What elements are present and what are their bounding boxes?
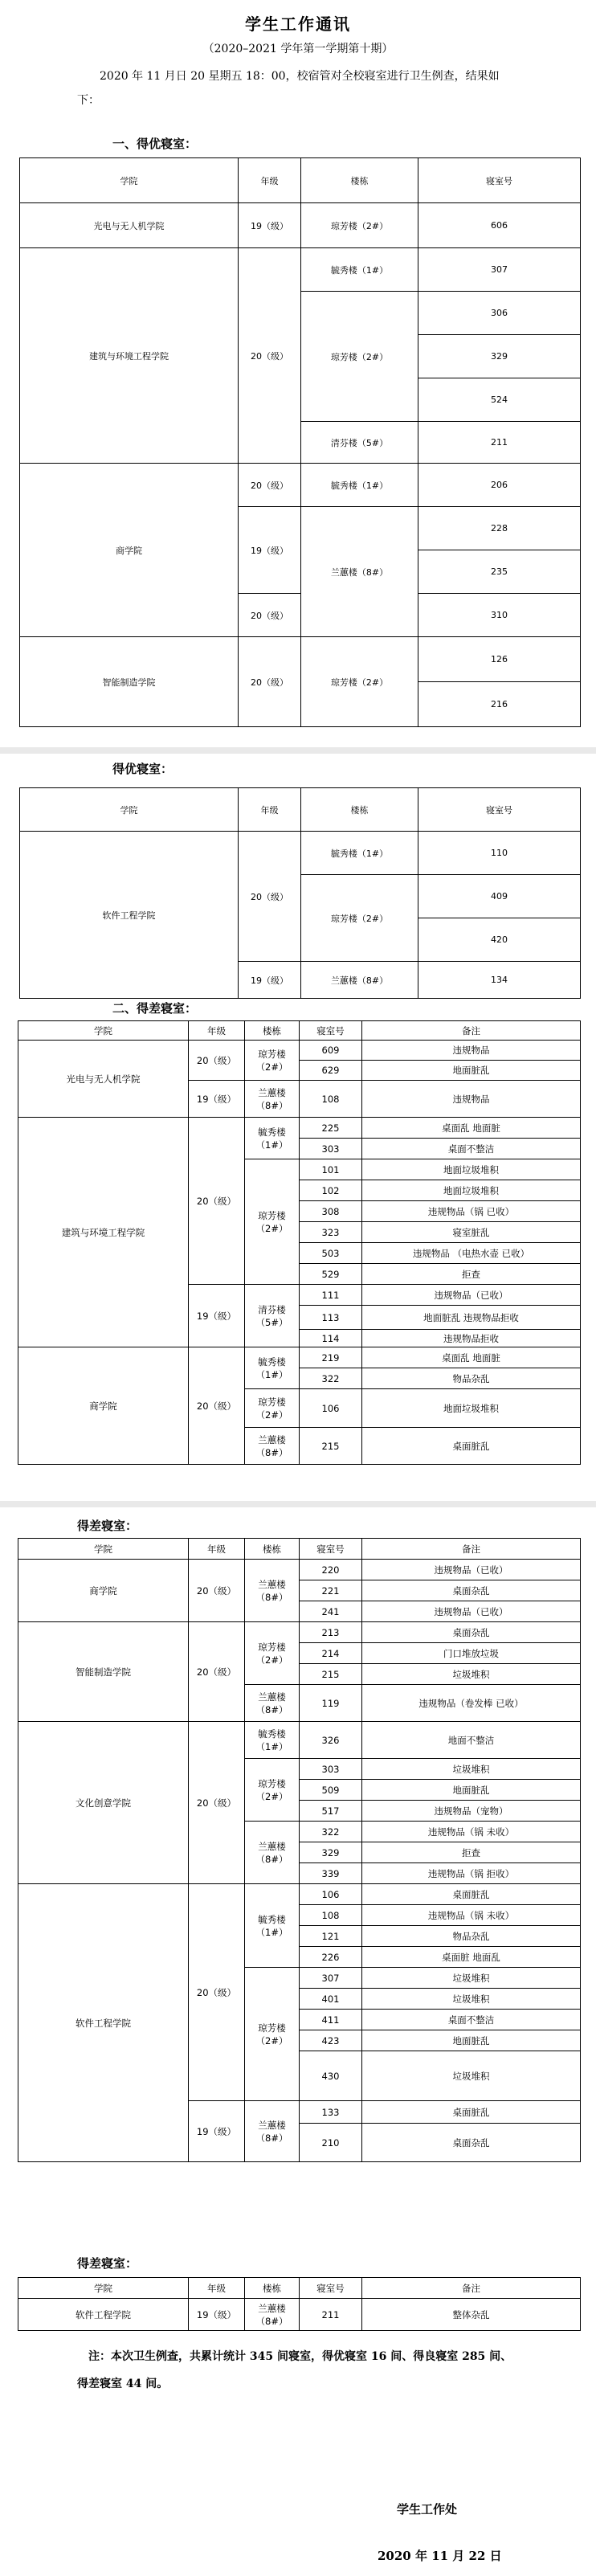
college-cell: 商学院 — [18, 1560, 189, 1622]
room-cell: 210 — [300, 2124, 362, 2162]
header-college: 学院 — [18, 1539, 189, 1560]
room-cell: 524 — [418, 378, 581, 422]
room-cell: 219 — [300, 1347, 362, 1368]
remark-cell: 违规物品（已收） — [362, 1285, 581, 1306]
remark-cell: 桌面乱 地面脏 — [362, 1347, 581, 1368]
room-cell: 423 — [300, 2030, 362, 2051]
grade-cell: 20（级） — [189, 1118, 245, 1285]
header-college: 学院 — [18, 2278, 189, 2299]
building-cell: 兰蕙楼（8#） — [301, 507, 418, 637]
remark-cell: 违规物品（已收） — [362, 1601, 581, 1622]
college-cell: 建筑与环境工程学院 — [18, 1118, 189, 1347]
room-cell: 307 — [418, 248, 581, 292]
room-cell: 220 — [300, 1560, 362, 1580]
remark-cell: 地面不整洁 — [362, 1722, 581, 1759]
building-cell: 琼芳楼（2#） — [245, 1968, 300, 2101]
grade-cell: 20（级） — [189, 1347, 245, 1465]
college-cell: 商学院 — [18, 1347, 189, 1465]
remark-cell: 垃圾堆积 — [362, 1759, 581, 1780]
heading-poor-cont: 得差寝室： — [77, 1519, 138, 1533]
building-cell: 毓秀楼（1#） — [245, 1722, 300, 1759]
building-cell: 琼芳楼（2#） — [245, 1159, 300, 1285]
header-remark: 备注 — [362, 2278, 581, 2299]
college-cell: 软件工程学院 — [18, 1884, 189, 2162]
remark-cell: 拒查 — [362, 1264, 581, 1285]
room-cell: 420 — [418, 918, 581, 962]
header-college: 学院 — [20, 788, 239, 832]
building-cell: 清芬楼（5#） — [301, 422, 418, 464]
header-room: 寝室号 — [300, 2278, 362, 2299]
room-cell: 235 — [418, 550, 581, 594]
grade-cell: 19（级） — [239, 203, 301, 248]
remark-cell: 地面垃圾堆积 — [362, 1159, 581, 1180]
grade-cell: 20（级） — [189, 1560, 245, 1622]
building-cell: 毓秀楼（1#） — [301, 464, 418, 507]
page-gap — [0, 1501, 596, 1507]
building-cell: 毓秀楼（1#） — [301, 832, 418, 875]
room-cell: 322 — [300, 1368, 362, 1389]
remark-cell: 地面脏乱 — [362, 1780, 581, 1801]
remark-cell: 违规物品（锅 拒收） — [362, 1863, 581, 1884]
room-cell: 629 — [300, 1061, 362, 1081]
heading-poor: 二、得差寝室： — [112, 1001, 198, 1016]
remark-cell: 物品杂乱 — [362, 1368, 581, 1389]
room-cell: 108 — [300, 1905, 362, 1926]
room-cell: 133 — [300, 2101, 362, 2124]
remark-cell: 垃圾堆积 — [362, 1989, 581, 2010]
footer-date: 2020 年 11 月 22 日 — [378, 2549, 502, 2563]
room-cell: 517 — [300, 1801, 362, 1822]
heading-excellent-cont: 得优寝室： — [112, 762, 173, 776]
grade-cell: 20（级） — [239, 832, 301, 962]
grade-cell: 19（级） — [189, 2101, 245, 2162]
room-cell: 113 — [300, 1306, 362, 1330]
remark-cell: 整体杂乱 — [362, 2299, 581, 2331]
remark-cell: 桌面乱 地面脏 — [362, 1118, 581, 1139]
grade-cell: 20（级） — [239, 248, 301, 464]
room-cell: 303 — [300, 1139, 362, 1159]
remark-cell: 桌面不整洁 — [362, 2010, 581, 2030]
building-cell: 琼芳楼（2#） — [301, 875, 418, 962]
header-grade: 年级 — [239, 788, 301, 832]
building-cell: 琼芳楼（2#） — [301, 292, 418, 422]
building-cell: 琼芳楼（2#） — [245, 1622, 300, 1685]
remark-cell: 地面脏乱 — [362, 2030, 581, 2051]
college-cell: 商学院 — [20, 464, 239, 637]
room-cell: 609 — [300, 1041, 362, 1061]
room-cell: 106 — [300, 1389, 362, 1428]
remark-cell: 违规物品 — [362, 1081, 581, 1118]
grade-cell: 19（级） — [239, 962, 301, 999]
remark-cell: 违规物品（锅 未收） — [362, 1822, 581, 1842]
remark-cell: 地面脏乱 — [362, 1061, 581, 1081]
remark-cell: 违规物品（已收） — [362, 1560, 581, 1580]
remark-cell: 违规物品 — [362, 1041, 581, 1061]
room-cell: 339 — [300, 1863, 362, 1884]
remark-cell: 违规物品（锅 已收） — [362, 1201, 581, 1222]
room-cell: 213 — [300, 1622, 362, 1643]
remark-cell: 桌面脏乱 — [362, 2101, 581, 2124]
room-cell: 216 — [418, 682, 581, 727]
grade-cell: 19（级） — [189, 1081, 245, 1118]
room-cell: 119 — [300, 1685, 362, 1722]
building-cell: 兰蕙楼（8#） — [245, 2101, 300, 2162]
remark-cell: 地面垃圾堆积 — [362, 1389, 581, 1428]
room-cell: 409 — [418, 875, 581, 918]
building-cell: 琼芳楼（2#） — [245, 1389, 300, 1428]
room-cell: 225 — [300, 1118, 362, 1139]
room-cell: 323 — [300, 1222, 362, 1243]
building-cell: 琼芳楼（2#） — [301, 637, 418, 727]
remark-cell: 桌面杂乱 — [362, 2124, 581, 2162]
intro-paragraph: 2020 年 11 月日 20 星期五 18：00，校宿管对全校寝室进行卫生例查，结果如下： — [77, 70, 500, 107]
room-cell: 126 — [418, 637, 581, 682]
building-cell: 兰蕙楼（8#） — [245, 1081, 300, 1118]
room-cell: 401 — [300, 1989, 362, 2010]
college-cell: 建筑与环境工程学院 — [20, 248, 239, 464]
room-cell: 108 — [300, 1081, 362, 1118]
remark-cell: 垃圾堆积 — [362, 2051, 581, 2101]
remark-cell: 桌面脏乱 — [362, 1428, 581, 1465]
room-cell: 228 — [418, 507, 581, 550]
room-cell: 101 — [300, 1159, 362, 1180]
document-subtitle: （2020–2021 学年第一学期第十期） — [202, 43, 394, 55]
remark-cell: 桌面杂乱 — [362, 1622, 581, 1643]
room-cell: 307 — [300, 1968, 362, 1989]
room-cell: 503 — [300, 1243, 362, 1264]
remark-cell: 物品杂乱 — [362, 1926, 581, 1947]
heading-excellent: 一、得优寝室： — [112, 137, 198, 151]
room-cell: 106 — [300, 1884, 362, 1905]
excellent-table-2 — [19, 787, 581, 999]
building-cell: 琼芳楼（2#） — [245, 1759, 300, 1822]
college-cell: 文化创意学院 — [18, 1722, 189, 1884]
poor-table-3 — [18, 2277, 581, 2331]
room-cell: 134 — [418, 962, 581, 999]
grade-cell: 19（级） — [189, 1285, 245, 1347]
room-cell: 322 — [300, 1822, 362, 1842]
grade-cell: 19（级） — [189, 2299, 245, 2331]
college-cell: 光电与无人机学院 — [20, 203, 239, 248]
building-cell: 毓秀楼（1#） — [245, 1884, 300, 1968]
room-cell: 326 — [300, 1722, 362, 1759]
grade-cell: 20（级） — [189, 1622, 245, 1722]
remark-cell: 桌面不整洁 — [362, 1139, 581, 1159]
room-cell: 215 — [300, 1664, 362, 1685]
college-cell: 光电与无人机学院 — [18, 1041, 189, 1118]
college-cell: 软件工程学院 — [18, 2299, 189, 2331]
room-cell: 509 — [300, 1780, 362, 1801]
grade-cell: 19（级） — [239, 507, 301, 594]
room-cell: 303 — [300, 1759, 362, 1780]
header-grade: 年级 — [189, 1539, 245, 1560]
remark-cell: 违规物品（锅 未收） — [362, 1905, 581, 1926]
room-cell: 329 — [418, 335, 581, 378]
header-room: 寝室号 — [300, 1539, 362, 1560]
building-cell: 兰蕙楼（8#） — [245, 1428, 300, 1465]
header-college: 学院 — [18, 1021, 189, 1041]
header-college: 学院 — [20, 158, 239, 203]
room-cell: 111 — [300, 1285, 362, 1306]
heading-poor-cont2: 得差寝室： — [77, 2256, 138, 2271]
room-cell: 606 — [418, 203, 581, 248]
room-cell: 214 — [300, 1643, 362, 1664]
college-cell: 软件工程学院 — [20, 832, 239, 999]
room-cell: 308 — [300, 1201, 362, 1222]
grade-cell: 20（级） — [189, 1041, 245, 1081]
grade-cell: 20（级） — [239, 637, 301, 727]
building-cell: 兰蕙楼（8#） — [245, 2299, 300, 2331]
room-cell: 121 — [300, 1926, 362, 1947]
header-remark: 备注 — [362, 1539, 581, 1560]
footer-org: 学生工作处 — [397, 2502, 458, 2517]
remark-cell: 桌面脏 地面乱 — [362, 1947, 581, 1968]
header-grade: 年级 — [239, 158, 301, 203]
room-cell: 226 — [300, 1947, 362, 1968]
document-title: 学生工作通讯 — [245, 14, 351, 34]
room-cell: 211 — [418, 422, 581, 464]
remark-cell: 桌面杂乱 — [362, 1580, 581, 1601]
building-cell: 琼芳楼（2#） — [301, 203, 418, 248]
header-room: 寝室号 — [300, 1021, 362, 1041]
room-cell: 110 — [418, 832, 581, 875]
poor-table-2 — [18, 1538, 581, 2162]
excellent-table-1 — [19, 157, 581, 727]
header-room: 寝室号 — [418, 158, 581, 203]
page-2 — [0, 754, 596, 1501]
header-grade: 年级 — [189, 2278, 245, 2299]
building-cell: 兰蕙楼（8#） — [245, 1685, 300, 1722]
building-cell: 兰蕙楼（8#） — [245, 1822, 300, 1884]
poor-table-1 — [18, 1020, 581, 1465]
building-cell: 毓秀楼（1#） — [245, 1118, 300, 1159]
room-cell: 329 — [300, 1842, 362, 1863]
building-cell: 清芬楼（5#） — [245, 1285, 300, 1347]
remark-cell: 拒查 — [362, 1842, 581, 1863]
room-cell: 215 — [300, 1428, 362, 1465]
remark-cell: 门口堆放垃圾 — [362, 1643, 581, 1664]
header-building: 楼栋 — [245, 2278, 300, 2299]
room-cell: 211 — [300, 2299, 362, 2331]
remark-cell: 违规物品（宠物） — [362, 1801, 581, 1822]
room-cell: 411 — [300, 2010, 362, 2030]
grade-cell: 20（级） — [189, 1884, 245, 2101]
room-cell: 221 — [300, 1580, 362, 1601]
remark-cell: 垃圾堆积 — [362, 1664, 581, 1685]
header-remark: 备注 — [362, 1021, 581, 1041]
building-cell: 兰蕙楼（8#） — [301, 962, 418, 999]
building-cell: 琼芳楼（2#） — [245, 1041, 300, 1081]
remark-cell: 垃圾堆积 — [362, 1968, 581, 1989]
page-gap — [0, 747, 596, 754]
room-cell: 430 — [300, 2051, 362, 2101]
college-cell: 智能制造学院 — [18, 1622, 189, 1722]
summary-note: 注：本次卫生例查，共累计统计 345 间寝室，得优寝室 16 间、得良寝室 285 间、得差寝室 44 间。 — [77, 2350, 512, 2390]
building-cell: 毓秀楼（1#） — [301, 248, 418, 292]
remark-cell: 违规物品（卷发棒 已收） — [362, 1685, 581, 1722]
room-cell: 206 — [418, 464, 581, 507]
remark-cell: 寝室脏乱 — [362, 1222, 581, 1243]
building-cell: 兰蕙楼（8#） — [245, 1560, 300, 1622]
grade-cell: 20（级） — [239, 594, 301, 637]
room-cell: 306 — [418, 292, 581, 335]
room-cell: 310 — [418, 594, 581, 637]
room-cell: 102 — [300, 1180, 362, 1201]
grade-cell: 20（级） — [239, 464, 301, 507]
room-cell: 114 — [300, 1330, 362, 1347]
page-3 — [0, 1507, 596, 2576]
remark-cell: 地面垃圾堆积 — [362, 1180, 581, 1201]
header-building: 楼栋 — [245, 1021, 300, 1041]
header-grade: 年级 — [189, 1021, 245, 1041]
college-cell: 智能制造学院 — [20, 637, 239, 727]
room-cell: 529 — [300, 1264, 362, 1285]
header-room: 寝室号 — [418, 788, 581, 832]
header-building: 楼栋 — [245, 1539, 300, 1560]
remark-cell: 违规物品 （电热水壶 已收） — [362, 1243, 581, 1264]
remark-cell: 地面脏乱 违规物品拒收 — [362, 1306, 581, 1330]
header-building: 楼栋 — [301, 158, 418, 203]
header-building: 楼栋 — [301, 788, 418, 832]
remark-cell: 违规物品拒收 — [362, 1330, 581, 1347]
page-1 — [0, 0, 596, 747]
building-cell: 毓秀楼（1#） — [245, 1347, 300, 1389]
room-cell: 241 — [300, 1601, 362, 1622]
remark-cell: 桌面脏乱 — [362, 1884, 581, 1905]
grade-cell: 20（级） — [189, 1722, 245, 1884]
